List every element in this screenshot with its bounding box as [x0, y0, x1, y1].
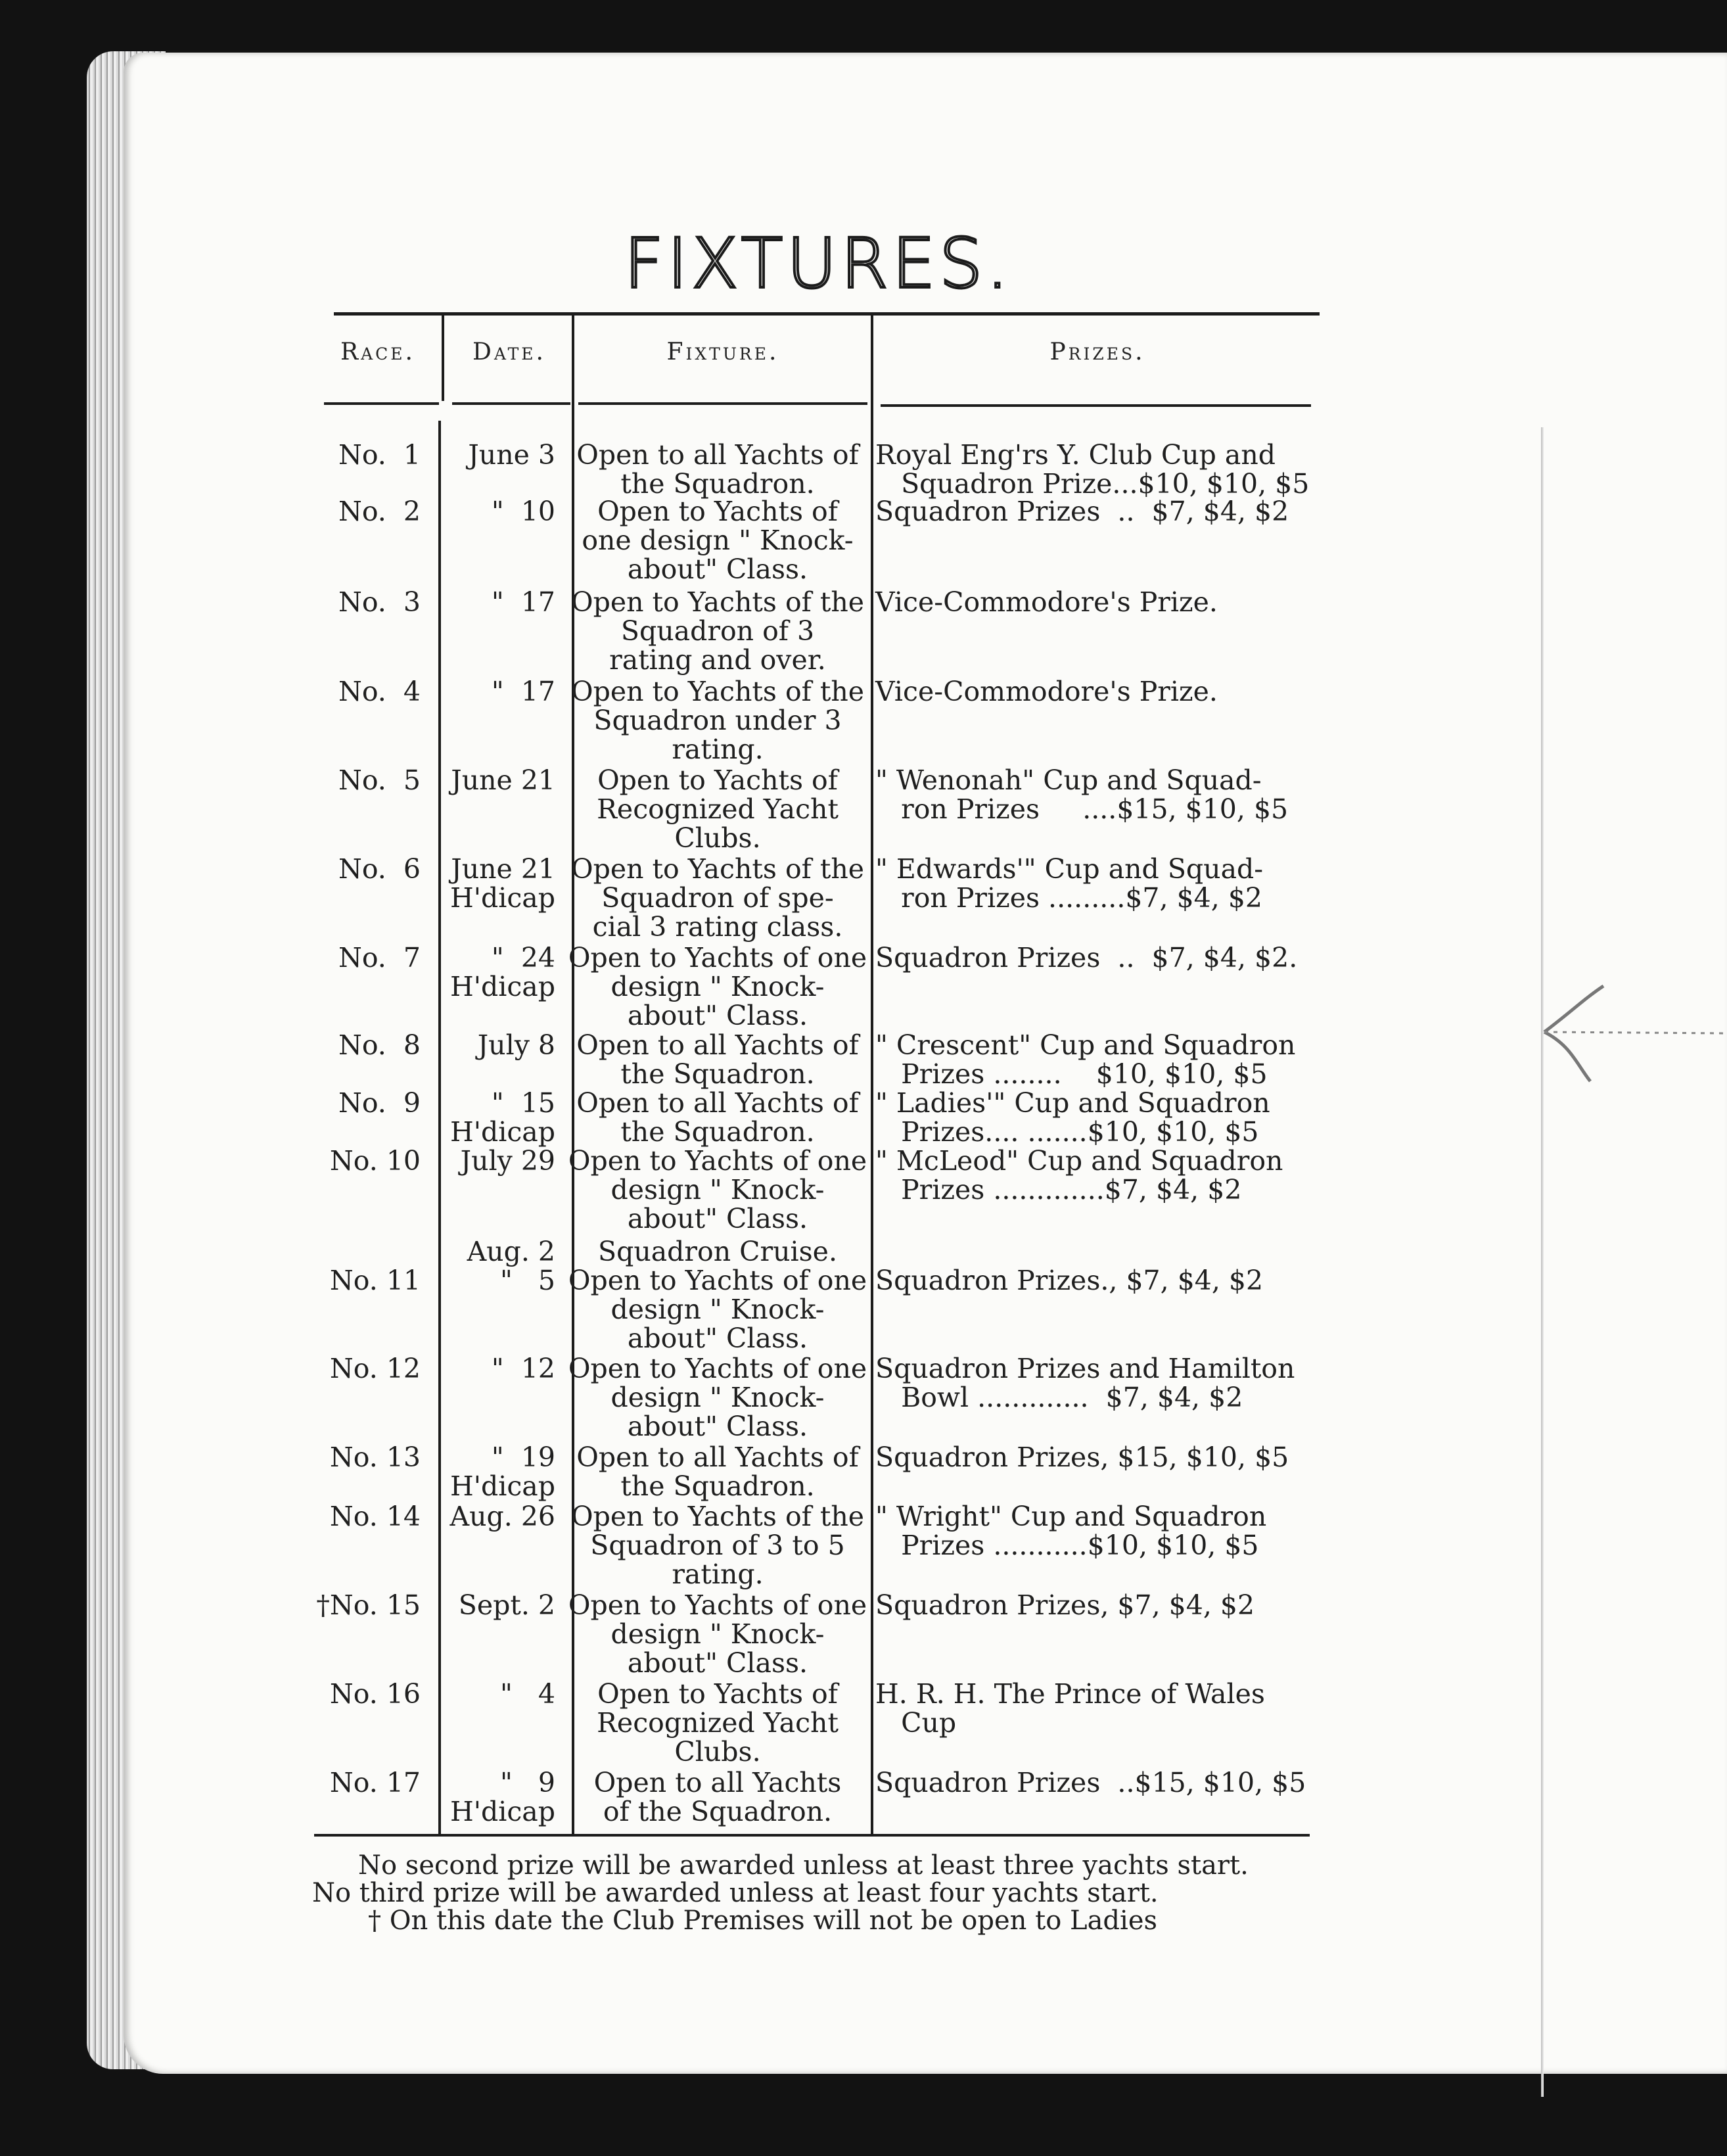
race-cell: No. 7: [338, 942, 421, 973]
race-cell: No. 8: [338, 1029, 421, 1061]
fixture-cell: Open to Yachts of one design " Knock- about" Class.: [568, 1145, 867, 1234]
prizes-cell: Vice-Commodore's Prize.: [875, 586, 1218, 618]
date-cell: June 21 H'dicap: [449, 853, 555, 914]
prizes-cell: " Ladies'" Cup and Squadron Prizes.... .......$10, $10, $5: [875, 1087, 1270, 1148]
column-divider-race-date: [442, 316, 444, 401]
prizes-cell: Squadron Prizes and Hamilton Bowl ............. $7, $4, $2: [875, 1353, 1295, 1413]
prizes-cell: Squadron Prizes, $7, $4, $2: [875, 1589, 1255, 1621]
column-divider-fixture-prizes: [871, 316, 873, 1834]
prizes-cell: H. R. H. The Prince of Wales Cup: [875, 1678, 1265, 1739]
race-cell: No. 4: [338, 676, 421, 707]
fixture-cell: Open to Yachts of one design " Knock- about" Class.: [568, 1353, 867, 1442]
footnote-second-prize: No second prize will be awarded unless at least three yachts start.: [358, 1850, 1249, 1881]
race-cell: No. 16: [329, 1678, 421, 1710]
binding-thread-mark: [1531, 973, 1727, 1085]
footnote-club-premises: † On this date the Club Premises will not be open to Ladies: [368, 1906, 1158, 1936]
race-cell: No. 5: [338, 764, 421, 796]
prizes-cell: Squadron Prizes .. $7, $4, $2.: [875, 942, 1298, 973]
race-cell: No. 9: [338, 1087, 421, 1119]
race-cell: No. 12: [329, 1353, 421, 1384]
date-cell: " 10: [491, 496, 555, 527]
prizes-cell: Vice-Commodore's Prize.: [875, 676, 1218, 707]
fixture-cell: Squadron Cruise.: [598, 1236, 837, 1267]
date-cell: " 9 H'dicap: [449, 1767, 555, 1827]
fixture-cell: Open to Yachts of one design " Knock- about" Class.: [568, 942, 867, 1031]
fixture-cell: Open to all Yachts of the Squadron.: [576, 1087, 859, 1148]
race-cell: No. 17: [329, 1767, 421, 1798]
prizes-cell: " Wenonah" Cup and Squad- ron Prizes ....$15, $10, $5: [875, 764, 1289, 825]
fixture-cell: Open to Yachts of the Squadron of 3 rating and over.: [570, 586, 865, 676]
prizes-cell: Squadron Prizes ..$15, $10, $5: [875, 1767, 1306, 1798]
page-fold: [1541, 427, 1544, 2097]
header-underline-race: [324, 402, 439, 405]
date-cell: July 8: [477, 1029, 555, 1061]
prizes-cell: Squadron Prizes., $7, $4, $2: [875, 1265, 1264, 1296]
date-cell: " 17: [491, 586, 555, 618]
date-cell: July 29: [460, 1145, 555, 1177]
header-underline-date: [452, 402, 570, 405]
date-cell: " 5: [499, 1265, 555, 1296]
prizes-cell: " Crescent" Cup and Squadron Prizes ........ $10, $10, $5: [875, 1029, 1296, 1090]
header-date: Date.: [472, 339, 546, 365]
date-cell: Aug. 2: [467, 1236, 555, 1267]
date-cell: Sept. 2: [458, 1589, 555, 1621]
race-cell: No. 2: [338, 496, 421, 527]
fixture-cell: Open to Yachts of one design " Knock- about" Class.: [582, 496, 854, 585]
date-cell: " 24 H'dicap: [449, 942, 555, 1002]
prizes-cell: " Edwards'" Cup and Squad- ron Prizes .........$7, $4, $2: [875, 853, 1264, 914]
date-cell: " 17: [491, 676, 555, 707]
race-cell: †No. 15: [316, 1589, 421, 1621]
fixture-cell: Open to all Yachts of the Squadron.: [576, 1441, 859, 1502]
date-cell: Aug. 26: [449, 1501, 555, 1532]
race-cell: No. 6: [338, 853, 421, 885]
table-top-rule: [334, 312, 1320, 316]
fixture-cell: Open to Yachts of the Squadron under 3 rating.: [570, 676, 865, 765]
date-cell: June 21: [451, 764, 555, 796]
prizes-cell: Royal Eng'rs Y. Club Cup and Squadron Prize...$10, $10, $5: [875, 439, 1310, 500]
race-cell: No. 11: [329, 1265, 421, 1296]
header-prizes: Prizes.: [1049, 339, 1145, 365]
race-cell: No. 1: [338, 439, 421, 471]
prizes-cell: " McLeod" Cup and Squadron Prizes .............$7, $4, $2: [875, 1145, 1283, 1206]
prizes-cell: Squadron Prizes, $15, $10, $5: [875, 1441, 1289, 1473]
fixture-cell: Open to Yachts of one design " Knock- about" Class.: [568, 1265, 867, 1354]
table-bottom-rule: [314, 1834, 1310, 1837]
header-underline-prizes: [881, 404, 1311, 407]
prizes-cell: " Wright" Cup and Squadron Prizes ...........$10, $10, $5: [875, 1501, 1267, 1561]
fixture-cell: Open to all Yachts of the Squadron.: [593, 1767, 842, 1827]
date-cell: " 12: [491, 1353, 555, 1384]
race-cell: No. 14: [329, 1501, 421, 1532]
race-cell: No. 3: [338, 586, 421, 618]
date-cell: " 15 H'dicap: [449, 1087, 555, 1148]
race-cell: No. 13: [329, 1441, 421, 1473]
fixture-cell: Open to all Yachts of the Squadron.: [576, 439, 859, 500]
date-cell: June 3: [468, 439, 555, 471]
fixture-cell: Open to Yachts of the Squadron of spe- cial 3 rating class.: [570, 853, 865, 943]
header-underline-fixture: [578, 402, 867, 405]
footnote-third-prize: No third prize will be awarded unless at least four yachts start.: [312, 1878, 1159, 1908]
fixture-cell: Open to Yachts of Recognized Yacht Clubs.: [597, 1678, 839, 1768]
fixture-cell: Open to Yachts of one design " Knock- about" Class.: [568, 1589, 867, 1679]
race-cell: No. 10: [329, 1145, 421, 1177]
fixture-cell: Open to all Yachts of the Squadron.: [576, 1029, 859, 1090]
date-cell: " 19 H'dicap: [449, 1441, 555, 1502]
prizes-cell: Squadron Prizes .. $7, $4, $2: [875, 496, 1289, 527]
header-race: Race.: [340, 339, 415, 365]
date-cell: " 4: [499, 1678, 555, 1710]
page-title: FIXTURES.: [624, 223, 1013, 304]
fixture-cell: Open to Yachts of the Squadron of 3 to 5 rating.: [570, 1501, 865, 1590]
fixture-cell: Open to Yachts of Recognized Yacht Clubs.: [597, 764, 839, 854]
header-fixture: Fixture.: [666, 339, 779, 365]
